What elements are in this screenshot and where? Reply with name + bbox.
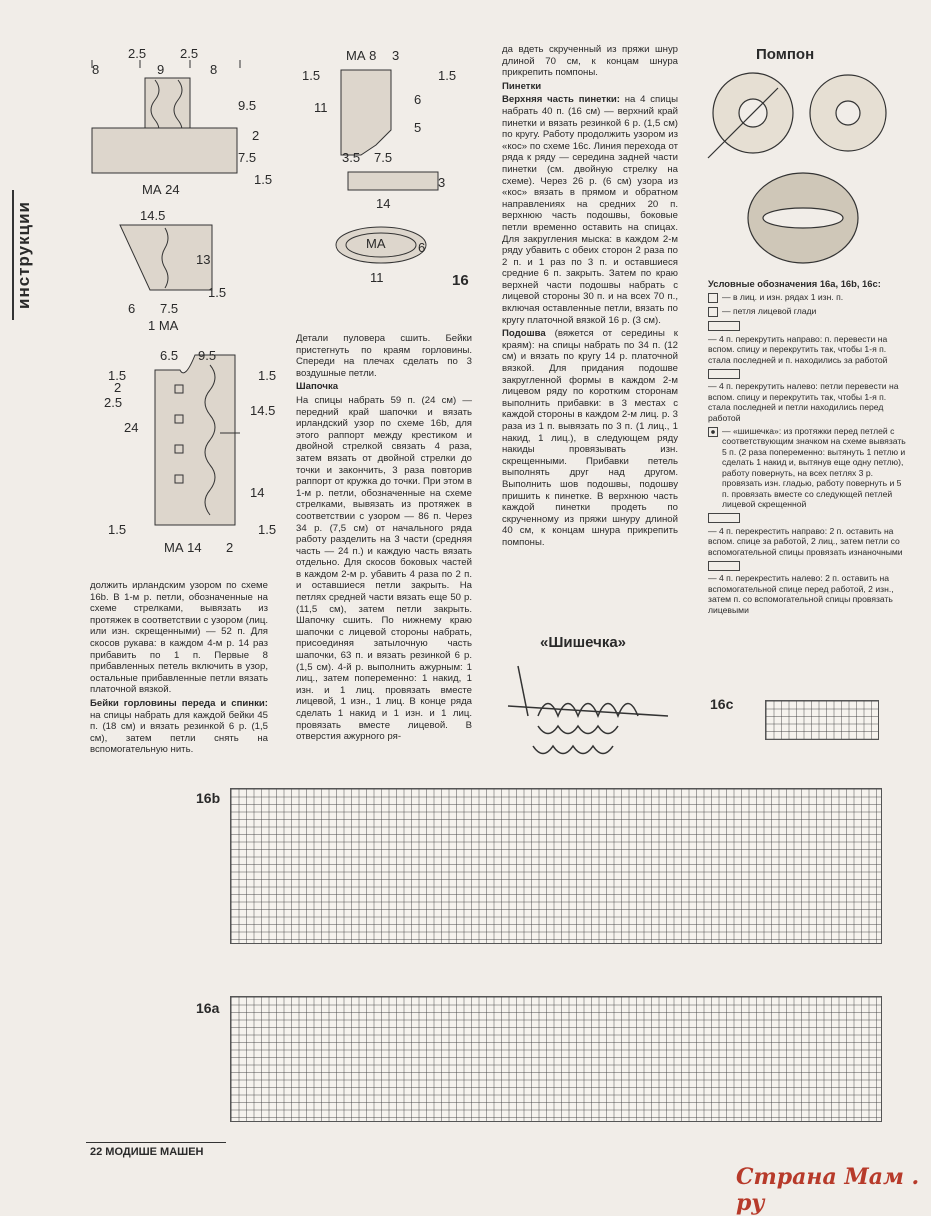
dim-body-65: 6.5 [160,348,179,363]
dim-bootie-5: 5 [414,120,422,135]
shishechka-title: «Шишечка» [540,634,627,651]
col3-para3: на 4 спицы набрать 40 п. (16 см) — верхний край пинетки и вязать резинкой 6 р. (1,5 см) по кругу. Работу продолжить узором из «кос» по схеме 16c. Линия перехода от ряда к ряду — середина задней части пинетки (см. двойную стрелку на схеме). Через 26 р. (6 см) узора из «кос» вязать в прямом и обратном направлениях на средних 20 п. верхнюю часть подошвы, боковые петли временно оставить на спицах. Для закругления мыска: в каждом 2-м ряду убавить с обеих сторон 2 раза по 2 п. и 1 раз по 3 п. и оставшиеся средние 6 п. закрыть. Затем по краю верхней части подошвы набрать с лицевой стороны 30 п. и на всех 70 п., включая оставленные петли, вязать по кругу платочной вязкой 16 р. (3 см). [502,94,678,326]
column-2-text [296,333,472,745]
dim-body-14: 14 [250,485,265,500]
col1-para1: должить ирландским узором по схеме 16b. В 1-м р. петли, обозначенные на схеме стрелками, вывязать из протяжек в соответствии с узором (лиц. или изн. скрещенными) — 52 п. Для скосов рукава: в каждом 4-м р. 14 раз прибавить по 1 п. Первые 8 прибавленных петель включить в узор, остальные прибавленные петли вязать платочной вязкой. [90,580,268,696]
shishechka-illustration [498,656,676,766]
dim-right-3: 7.5 [238,150,257,165]
dim-bootie-6: 6 [414,92,422,107]
legend-item-cable-left: — 4 п. перекрутить налево: петли перевести на вспом. спицу и перекрутить так, чтобы 1-я п. стала последней и петли находились перед работой [708,368,908,423]
dim-bootie-35: 3.5 [342,150,361,165]
purl-symbol-icon [708,293,718,303]
col2-para2: На спицы набрать 59 п. (24 см) — передний край шапочки и вязать ирландский узор по схеме 16b, для этого раппорт между крестиком и двойной стрелкой связать 4 раза, затем вязать от двойной стрелки до точки и закончить, 3 раза повторив раппорт от кружка до точки. При этом в 1-м р. петли, обозначенные на схеме стрелками, вывязать из протяжек в соответствии с узором — 86 п. Через 34 р. (7,5 см) от начального ряда работу разделить на 3 части (средняя часть — 24 п.) и каждую часть вязать отдельно. Для скосов боковых частей в каждом 2-м р. убавить 4 раза по 2 п. и оставшиеся петли закрыть. На петлях средней части вязать еще 50 р. (11,5 см), затем петли закрыть. Шапочку сшить. По нижнему краю шапочки с лицевой стороны набрать, присоединяя затылочную часть шапочки, 63 п. и вязать резинкой 6 р. (1,5 см). 4-й р. выполнить ажурным: 1 лиц., затем попеременно: 1 накид, 1 изн. и 1 лиц. провязать вместе лицевой, 1 изн., 1 лиц. В конце ряда сделать 1 накид и 1 изн. и 1 лиц. провязать вместе лицевой. В отверстия ажурного ря- [296,394,472,743]
dim-top-25a: 2.5 [128,46,147,61]
dim-right-1: 9.5 [238,98,257,113]
col2-para1: Детали пуловера сшить. Бейки пристегнуть по краям горловины. Спереди на плечах сделать по 3 воздушные петли. [296,333,472,379]
legend [708,279,908,615]
dim-bootie-3: 3 [392,48,400,63]
dim-bootie-15: 1.5 [302,68,321,83]
dim-body-25: 2.5 [104,395,123,410]
column-3-text [502,44,678,551]
dim-top-25b: 2.5 [180,46,199,61]
figure-number: 16 [452,272,469,289]
legend-item-cable-right: — 4 п. перекрутить направо: п. перевести на вспом. спицу и перекрутить так, чтобы 1-я п. стала последней и п. находились за работой [708,320,908,365]
footer-page-info: 22 МОДИШЕ МАШЕН [90,1146,204,1158]
col2-heading2: Шапочка [296,381,339,393]
dim-band-3: 3 [438,175,446,190]
col3-heading3: Верхняя часть пинетки: [502,94,620,106]
label-one-ma: 1 МА [148,318,179,333]
pompon-illustration [698,68,908,268]
dim-bootie-11: 11 [314,100,328,115]
chart-16a-label: 16a [196,1000,220,1016]
cable-left-symbol-icon [708,369,740,379]
chart-16c-grid [765,700,879,740]
dim-bootie-15b: 1.5 [438,68,457,83]
chart-16b-label: 16b [196,790,221,806]
legend-item-cross-right: — 4 п. перекрестить направо: 2 п. оставить на вспом. спице за работой, 2 лиц., затем петли со вспомогательной спицы провязать изнаночными [708,512,908,557]
dim-sole-6: 6 [418,240,426,255]
label-sole-ma: МА [366,236,386,251]
dim-sleeve-6: 6 [128,301,136,316]
legend-item-knit: — петля лицевой глади [708,306,908,317]
dim-body-15d: 1.5 [258,522,277,537]
cross-right-symbol-icon [708,513,740,523]
dim-top-mid: 9 [157,62,165,77]
bobble-symbol-icon [708,427,718,437]
watermark: Страна Мам . ру [736,1164,920,1216]
dim-right-2: 2 [252,128,260,143]
dim-top-left: 8 [92,62,100,77]
footer-rule [86,1142,226,1143]
label-ma8: МА 8 [346,48,377,63]
chart-16a-grid [230,996,882,1122]
pompon-title: Помпон [756,46,815,63]
legend-item-cross-left: — 4 п. перекрестить налево: 2 п. оставить на вспомогательной спице перед работой, 2 изн., затем п. со вспомогательной спицы провязать лицевыми [708,560,908,615]
label-ma24: МА 24 [142,182,180,197]
dim-body-145: 14.5 [250,403,276,418]
col3-heading4: Подошва [502,328,546,340]
knit-symbol-icon [708,307,718,317]
dim-sleeve-len: 13 [196,252,211,267]
dim-body-15a: 1.5 [108,368,127,383]
col3-para4: (вяжется от середины к краям): на спицы набрать по 34 п. (12 см) и вязать по кругу 14 р. платочной вязкой. Для придания подошве закругленной формы в каждом 2-м лицевом ряду по коротким сторонам выполнить прибавки: в 3 местах с каждой стороны в каждом 2-м лиц. р. 3 раза из 1 п. вывязать по 3 п. (1 лиц., 1 накид, 1 лиц.), в следующем ряду накиды провязывать изн. скрещенными. Прибавки петель выполнять друг над другом. Выполнить шов подошвы, подошву пришить к пинетке. В верхнюю часть каждой пинетки продеть по скрученному из пряжи шнуру длиной 40 см, к концам шнура прикрепить помпоны. [502,328,679,548]
col3-para1: да вдеть скрученный из пряжи шнур длиной 70 см, к концам шнура прикрепить помпоны. [502,44,678,79]
label-ma14: МА 14 [164,540,202,555]
col1-heading2: Бейки горловины переда и спинки: [90,697,268,709]
dim-sleeve-width: 14.5 [140,208,166,223]
dim-body-15c: 1.5 [108,522,127,537]
dim-sole-11: 11 [370,270,384,285]
section-side-label: инструкции [12,190,74,320]
chart-16b-grid [230,788,882,944]
cross-left-symbol-icon [708,561,740,571]
cable-right-symbol-icon [708,321,740,331]
dim-bootie-75: 7.5 [374,150,393,165]
column-1-text [90,580,268,758]
col3-heading2: Пинетки [502,80,542,92]
legend-item-purl: — в лиц. и изн. рядах 1 изн. п. [708,292,908,303]
dim-sleeve-cuff: 1.5 [208,285,227,300]
col1-para2: на спицы набрать для каждой бейки 45 п. (18 см) и вязать резинкой 6 р. (1,5 см), затем петли снять на вспомогательную нить. [90,709,268,756]
chart-16c-label: 16c [710,696,734,712]
dim-body-24: 24 [124,420,139,435]
legend-title: Условные обозначения 16а, 16b, 16c: [708,278,881,289]
dim-band-14: 14 [376,196,391,211]
dim-body-2: 2 [114,380,122,395]
dim-right-4: 1.5 [254,172,273,187]
pullover-schematic [80,40,280,340]
legend-item-bobble: — «шишечка»: из протяжки перед петлей с соответствующим значком на схеме вывязать 5 п. (2 раза попеременно: вытянуть 1 петлю и сделать 1 накид и, вытянув еще одну петлю), работу повернуть, на всех петлях 3 р. провязать изн. гладью, работу повернуть и 5 п. провязать вместе со следующей петлей лицевой скрещенной [708,426,908,509]
dim-top-right: 8 [210,62,218,77]
dim-body-95: 9.5 [198,348,217,363]
dim-body-15b: 1.5 [258,368,277,383]
dim-sleeve-75: 7.5 [160,301,179,316]
dim-body-2b: 2 [226,540,234,555]
